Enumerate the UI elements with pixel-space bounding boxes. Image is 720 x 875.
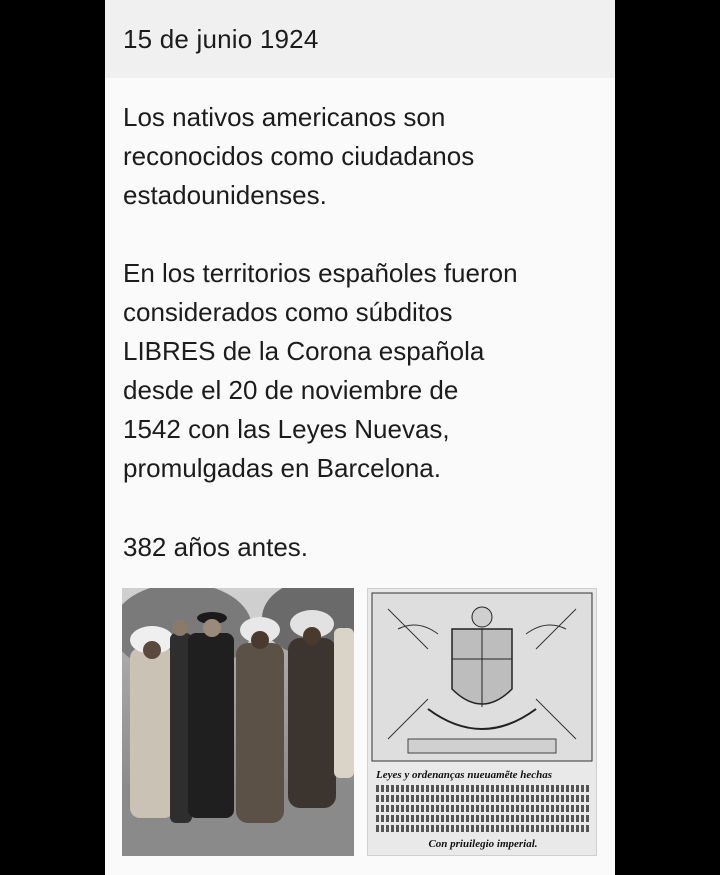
- document-body-lines: [376, 785, 590, 832]
- post-paragraph-2: En los territorios españoles fueron considerados como súbditos LIBRES de la Corona española desde el 20 de noviembre de 1542 con las Leyes Nuevas, promulgadas en Barcelona.: [123, 258, 518, 483]
- post-paragraph-3: 382 años antes.: [123, 532, 309, 562]
- coat-of-arms-illustration: [368, 589, 596, 764]
- historical-photo-illustration: [122, 588, 354, 856]
- document-privilege: Con priuilegio imperial.: [428, 838, 538, 850]
- document-caption: [376, 769, 590, 850]
- document-title: Leyes y ordenanças nueuamẽte hechas: [376, 769, 552, 781]
- post-paragraph-1: Los nativos americanos son reconocidos como ciudadanos estadounidenses.: [123, 102, 475, 210]
- historical-photo[interactable]: [122, 588, 354, 856]
- post-date: 15 de junio 1924: [123, 24, 319, 54]
- post-card: [105, 0, 615, 875]
- historical-document-image[interactable]: [367, 588, 597, 856]
